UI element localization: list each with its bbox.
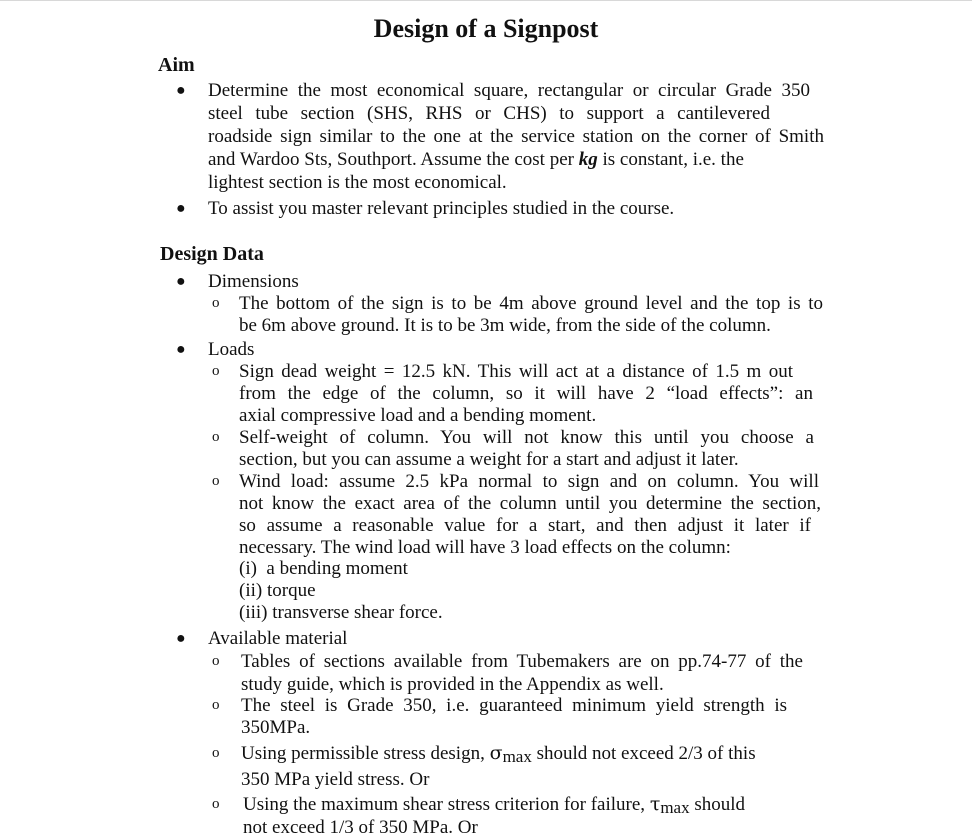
dead-weight-line: axial compressive load and a bending moment. [239,405,597,426]
sub-bullet-icon: o [212,796,220,812]
aim-item-line: lightest section is the most economical. [208,172,507,193]
permissible-stress-line [241,742,806,765]
sub-bullet-icon: o [212,429,220,445]
dead-weight-line: Sign dead weight = 12.5 kN. This will act at a distance of 1.5 m out [239,361,793,382]
permissible-text: should not exceed 2/3 of this [531,743,756,764]
wind-load-line: necessary. The wind load will have 3 load effects on the column: [239,537,731,558]
dimensions-line: be 6m above ground. It is to be 3m wide, from the side of the column. [239,315,771,336]
permissible-stress-line: 350 MPa yield stress. Or [241,769,430,790]
shear-text: should [689,794,746,815]
wind-effect-item: (iii) transverse shear force. [239,602,443,623]
shear-stress-line [243,793,808,816]
bullet-icon: ● [176,273,186,290]
aim-item-line: Determine the most economical square, rectangular or circular Grade 350 [208,80,810,101]
kg-emphasis: kg [578,149,598,170]
bullet-icon: ● [176,630,186,647]
aim-item-line [208,148,808,171]
tau-subscript: max [660,798,690,817]
sigma-symbol: σ [489,742,503,764]
material-label: Available material [208,628,348,649]
tables-line: study guide, which is provided in the Appendix as well. [241,674,664,695]
page-title: Design of a Signpost [373,14,599,43]
steel-line: The steel is Grade 350, i.e. guaranteed minimum yield strength is [241,695,787,716]
aim-item-text: is constant, i.e. the [597,149,744,170]
bullet-icon: ● [176,341,186,358]
permissible-text: Using permissible stress design, [241,743,490,764]
bullet-icon: ● [176,82,186,99]
sigma-subscript: max [502,747,532,766]
design-data-heading: Design Data [160,243,264,265]
shear-text: Using the maximum shear stress criterion for failure, [243,794,650,815]
wind-effect-item: (i) a bending moment [239,558,408,579]
shear-stress-line: not exceed 1/3 of 350 MPa. Or [243,817,478,838]
aim-item-text: and Wardoo Sts, Southport. Assume the cost per [208,149,579,170]
loads-label: Loads [208,339,255,360]
aim-heading: Aim [158,54,195,76]
sub-bullet-icon: o [212,653,220,669]
sub-bullet-icon: o [212,295,220,311]
bullet-icon: ● [176,200,186,217]
dead-weight-line: from the edge of the column, so it will have 2 “load effects”: an [239,383,813,404]
aim-item-line: roadside sign similar to the one at the service station on the corner of Smith [208,126,824,147]
sub-bullet-icon: o [212,745,220,761]
aim-item-2: To assist you master relevant principles studied in the course. [208,198,675,219]
sub-bullet-icon: o [212,697,220,713]
aim-item-line: steel tube section (SHS, RHS or CHS) to support a cantilevered [208,103,770,124]
dimensions-label: Dimensions [208,271,299,292]
self-weight-line: Self-weight of column. You will not know this until you choose a [239,427,814,448]
top-border [0,0,972,1]
steel-line: 350MPa. [241,717,311,738]
tau-symbol: τ [649,793,661,815]
wind-load-line: so assume a reasonable value for a start, and then adjust it later if [239,515,811,536]
self-weight-line: section, but you can assume a weight for a start and adjust it later. [239,449,739,470]
sub-bullet-icon: o [212,473,220,489]
wind-effect-item: (ii) torque [239,580,316,601]
wind-load-line: not know the exact area of the column until you determine the section, [239,493,821,514]
tables-line: Tables of sections available from Tubemakers are on pp.74-77 of the [241,651,803,672]
sub-bullet-icon: o [212,363,220,379]
wind-load-line: Wind load: assume 2.5 kPa normal to sign and on column. You will [239,471,819,492]
dimensions-line: The bottom of the sign is to be 4m above ground level and the top is to [239,293,823,314]
